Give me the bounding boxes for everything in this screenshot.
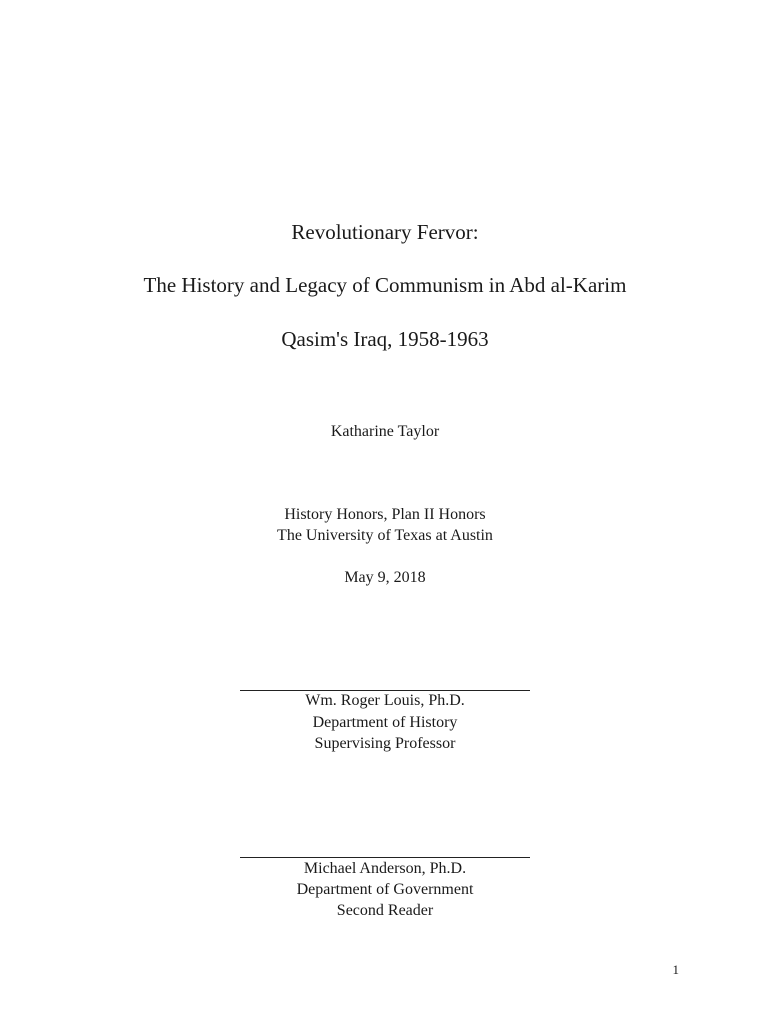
page-number: 1 [672, 962, 679, 977]
supervisor-role: Supervising Professor [314, 735, 456, 752]
title-line-3: Qasim's Iraq, 1958-1963 [281, 327, 489, 351]
reader-department: Department of Government [296, 881, 474, 898]
signature-line-1 [240, 690, 530, 691]
supervisor-department: Department of History [312, 714, 458, 731]
author-name: Katharine Taylor [330, 423, 440, 440]
signature-line-2 [240, 857, 530, 858]
submission-date: May 9, 2018 [344, 569, 426, 586]
reader-role: Second Reader [336, 902, 434, 919]
title-line-2: The History and Legacy of Communism in Abd al-Karim [143, 273, 627, 297]
reader-name: Michael Anderson, Ph.D. [303, 860, 467, 877]
university-name: The University of Texas at Austin [277, 527, 493, 544]
title-line-1: Revolutionary Fervor: [291, 220, 479, 244]
supervisor-name: Wm. Roger Louis, Ph.D. [305, 692, 465, 709]
honors-program: History Honors, Plan II Honors [284, 506, 486, 523]
